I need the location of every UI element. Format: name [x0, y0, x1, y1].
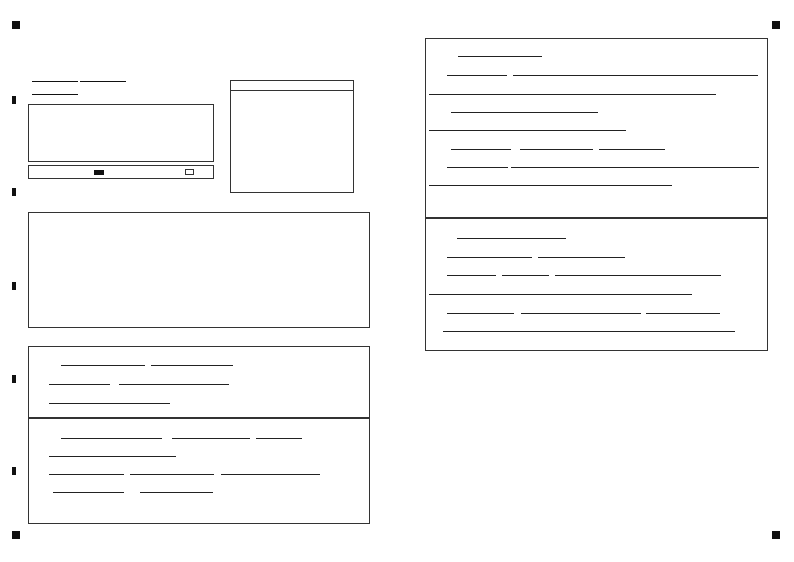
room-field[interactable]	[32, 87, 78, 95]
corner-mark	[12, 21, 20, 29]
fill-legend	[28, 165, 214, 179]
name-field[interactable]	[32, 74, 78, 82]
answer-line[interactable]	[443, 331, 735, 332]
answer-line[interactable]	[49, 474, 124, 475]
timing-mark	[12, 188, 16, 196]
corner-mark	[772, 21, 780, 29]
timing-mark	[12, 96, 16, 104]
answer-line[interactable]	[53, 492, 124, 493]
answer-line[interactable]	[502, 275, 549, 276]
answer-line[interactable]	[49, 403, 170, 404]
answer-line[interactable]	[429, 94, 716, 95]
answer-line[interactable]	[447, 167, 508, 168]
answer-line[interactable]	[555, 275, 721, 276]
timing-mark	[12, 467, 16, 475]
answer-line[interactable]	[646, 313, 720, 314]
student-info-row	[32, 74, 126, 82]
answer-line[interactable]	[49, 456, 176, 457]
corner-mark	[12, 531, 20, 539]
answer-line[interactable]	[599, 149, 665, 150]
correct-fill-sample	[94, 170, 104, 175]
answer-line[interactable]	[429, 185, 672, 186]
answer-line[interactable]	[521, 313, 641, 314]
answer-line[interactable]	[513, 75, 758, 76]
answer-line[interactable]	[451, 149, 511, 150]
answer-line[interactable]	[447, 75, 507, 76]
exam-number-grid	[230, 80, 354, 193]
corner-mark	[772, 531, 780, 539]
class-field[interactable]	[80, 74, 126, 82]
q34-box	[425, 218, 768, 351]
answer-line[interactable]	[61, 365, 145, 366]
q32-box	[28, 418, 370, 524]
answer-line[interactable]	[151, 365, 233, 366]
answer-line[interactable]	[458, 56, 542, 57]
answer-line[interactable]	[140, 492, 213, 493]
answer-line[interactable]	[520, 149, 593, 150]
mcq-box	[28, 212, 370, 328]
answer-line[interactable]	[447, 313, 514, 314]
answer-line[interactable]	[119, 384, 229, 385]
answer-line[interactable]	[130, 474, 214, 475]
answer-line[interactable]	[221, 474, 320, 475]
answer-line[interactable]	[538, 257, 625, 258]
answer-line[interactable]	[429, 294, 692, 295]
answer-line[interactable]	[447, 275, 496, 276]
answer-line[interactable]	[451, 112, 598, 113]
answer-line[interactable]	[511, 167, 759, 168]
notice-box	[28, 104, 214, 162]
timing-mark	[12, 282, 16, 290]
answer-line[interactable]	[49, 384, 110, 385]
q33-box	[425, 38, 768, 218]
answer-line[interactable]	[61, 438, 162, 439]
exam-number-title	[231, 81, 353, 91]
timing-mark	[12, 375, 16, 383]
answer-line[interactable]	[256, 438, 302, 439]
q31-box	[28, 346, 370, 418]
absent-checkbox[interactable]	[185, 169, 194, 175]
answer-line[interactable]	[447, 257, 532, 258]
answer-line[interactable]	[429, 130, 626, 131]
answer-line[interactable]	[172, 438, 250, 439]
answer-line[interactable]	[457, 238, 566, 239]
room-info-row	[32, 87, 78, 95]
